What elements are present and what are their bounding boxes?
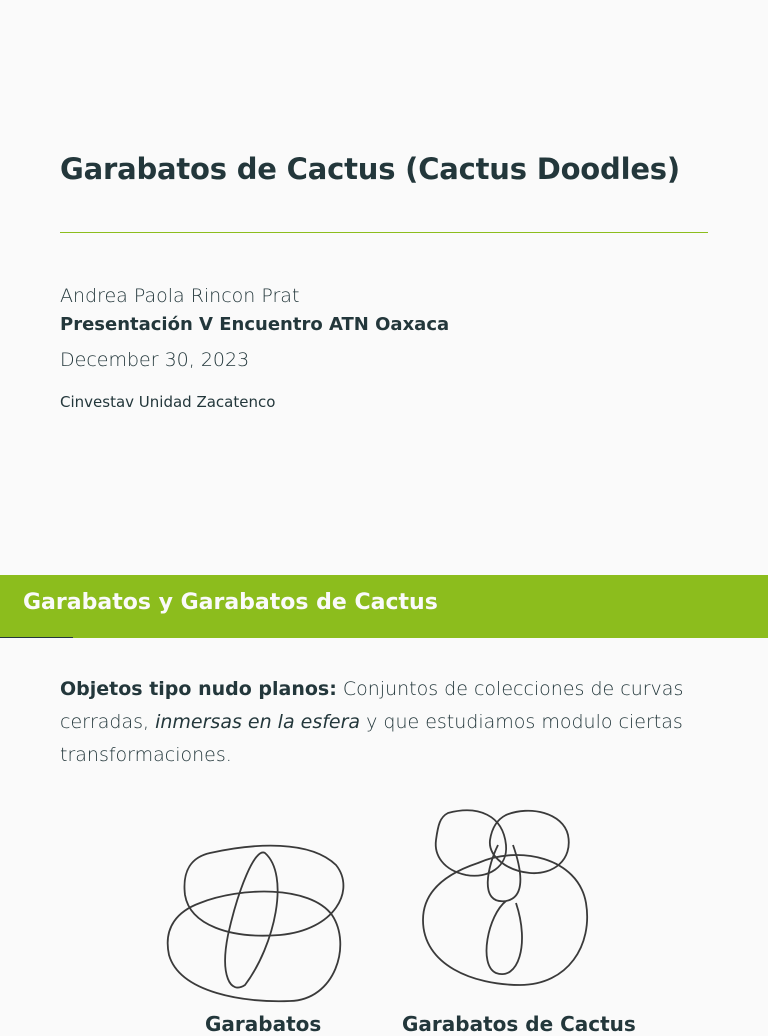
frame-title: Garabatos y Garabatos de Cactus [23, 590, 438, 615]
institute-name: Cinvestav Unidad Zacatenco [60, 393, 276, 411]
doodle-curve-vertical [225, 852, 277, 987]
definition-text-part1: Conjuntos de colecciones de curvas cerradas, [60, 678, 684, 733]
definition-text-part2: y que estudiamos modulo ciertas transformaciones. [60, 711, 683, 766]
doodle-curve-bottom [168, 892, 341, 1002]
progress-bar [0, 637, 73, 638]
cactus-doodle-figure [418, 805, 593, 990]
presentation-subtitle: Presentación V Encuentro ATN Oaxaca [60, 314, 450, 335]
doodle-caption: Garabatos [205, 1012, 322, 1036]
cactus-curve-large [423, 855, 587, 985]
title-separator [60, 232, 708, 233]
frame-body-text [60, 673, 708, 772]
author-name: Andrea Paola Rincon Prat [60, 285, 300, 307]
presentation-date: December 30, 2023 [60, 349, 250, 371]
definition-emphasis: inmersas en la esfera [155, 711, 361, 733]
presentation-title: Garabatos de Cactus (Cactus Doodles) [60, 152, 680, 186]
cactus-doodle-caption: Garabatos de Cactus [402, 1012, 636, 1036]
doodle-figure [160, 835, 355, 1010]
definition-term: Objetos tipo nudo planos: [60, 678, 337, 700]
